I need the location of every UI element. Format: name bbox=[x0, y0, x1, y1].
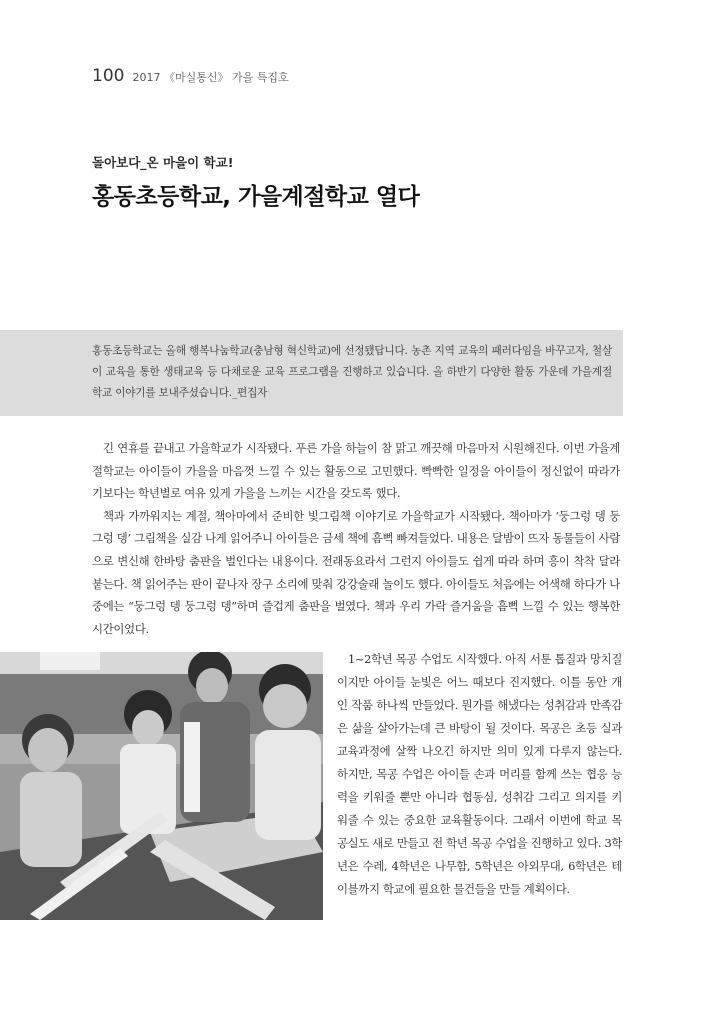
side-column-text bbox=[337, 648, 622, 901]
section-label: 돌아보다_온 마을이 학교! bbox=[92, 155, 234, 170]
article-title: 홍동초등학교, 가을계절학교 열다 bbox=[92, 184, 420, 210]
woodworking-photo bbox=[0, 652, 323, 920]
side-paragraph-1: 1~2학년 목공 수업도 시작했다. 아직 서툰 톱질과 망치질이지만 아이들 눈빛은 어느 때보다 진지했다. 이틀 동안 개인 작품 하나씩 만들었다. 뭔가를 해냈다는 성취감과 만족감은 삶을 살아가는데 큰 바탕이 될 것이다. 목공은 초등 실과 교육과정에 살짝 나오긴 하지만 의미 있게 다루지 않는다. 하지만, 목공 수업은 아이들 손과 머리를 함께 쓰는 협응 능력을 키워줄 뿐만 아니라 협동심, 성취감 그리고 의지를 키워줄 수 있는 중요한 교육활동이다. 그래서 이번에 학교 목공실도 새로 만들고 전 학년 목공 수업을 진행하고 있다. 3학년은 수레, 4학년은 나무함, 5학년은 아외무대, 6학년은 테이블까지 학교에 필요한 물건들을 만들 계획이다. bbox=[337, 652, 622, 896]
intro-text: 홍동초등학교는 올해 행복나눔학교(충남형 혁신학교)에 선정됐답니다. 농촌 지역 교육의 패러다임을 바꾸고자, 철살이 교육을 통한 생태교육 등 다채로운 교육 프로그램을 진행하고 있습니다. 올 하반기 다양한 활동 가운데 가을계절학교 이야기를 보내주셨습니다._편집자 bbox=[92, 345, 612, 399]
page-header bbox=[92, 66, 289, 86]
body-paragraph-2: 책과 가까워지는 계절, 책아마에서 준비한 빛그림책 이야기로 가을학교가 시작됐다. 책아마가 ‘둥그렁 뎅 둥그렁 뎅’ 그림책을 실감 나게 읽어주니 아이들은 금세 책에 흠뻑 빠져들었다. 내용은 달밤이 뜨자 동물들이 사람으로 변신해 한바탕 춤판을 벌인다는 내용이다. 전래동요라서 그런지 아이들도 쉽게 따라 하며 흥이 착착 달라붙는다. 책 읽어주는 판이 끝나자 장구 소리에 맞춰 강강술래 놀이도 했다. 아이들도 처음에는 어색해 하다가 나중에는 “둥그렁 뎅 둥그렁 뎅”하며 즐겁게 춤판을 벌였다. 책과 우리 가락 즐거움을 흠뻑 느낄 수 있는 행복한 시간이었다. bbox=[92, 508, 620, 636]
page-number: 100 bbox=[92, 66, 125, 86]
running-title: 2017 《마실통신》 가을 특집호 bbox=[132, 71, 289, 84]
article-body bbox=[92, 437, 620, 640]
body-paragraph-1: 긴 연휴를 끝내고 가을학교가 시작됐다. 푸른 가을 하늘이 참 맑고 깨끗해 마음마저 시원해진다. 이번 가을계절학교는 아이들이 가을을 마음껏 느낄 수 있는 활동으로 고민했다. 빡빡한 일정을 아이들이 정신없이 따라가기보다는 학년별로 여유 있게 가을을 느끼는 시간을 갖도록 했다. bbox=[92, 441, 620, 501]
